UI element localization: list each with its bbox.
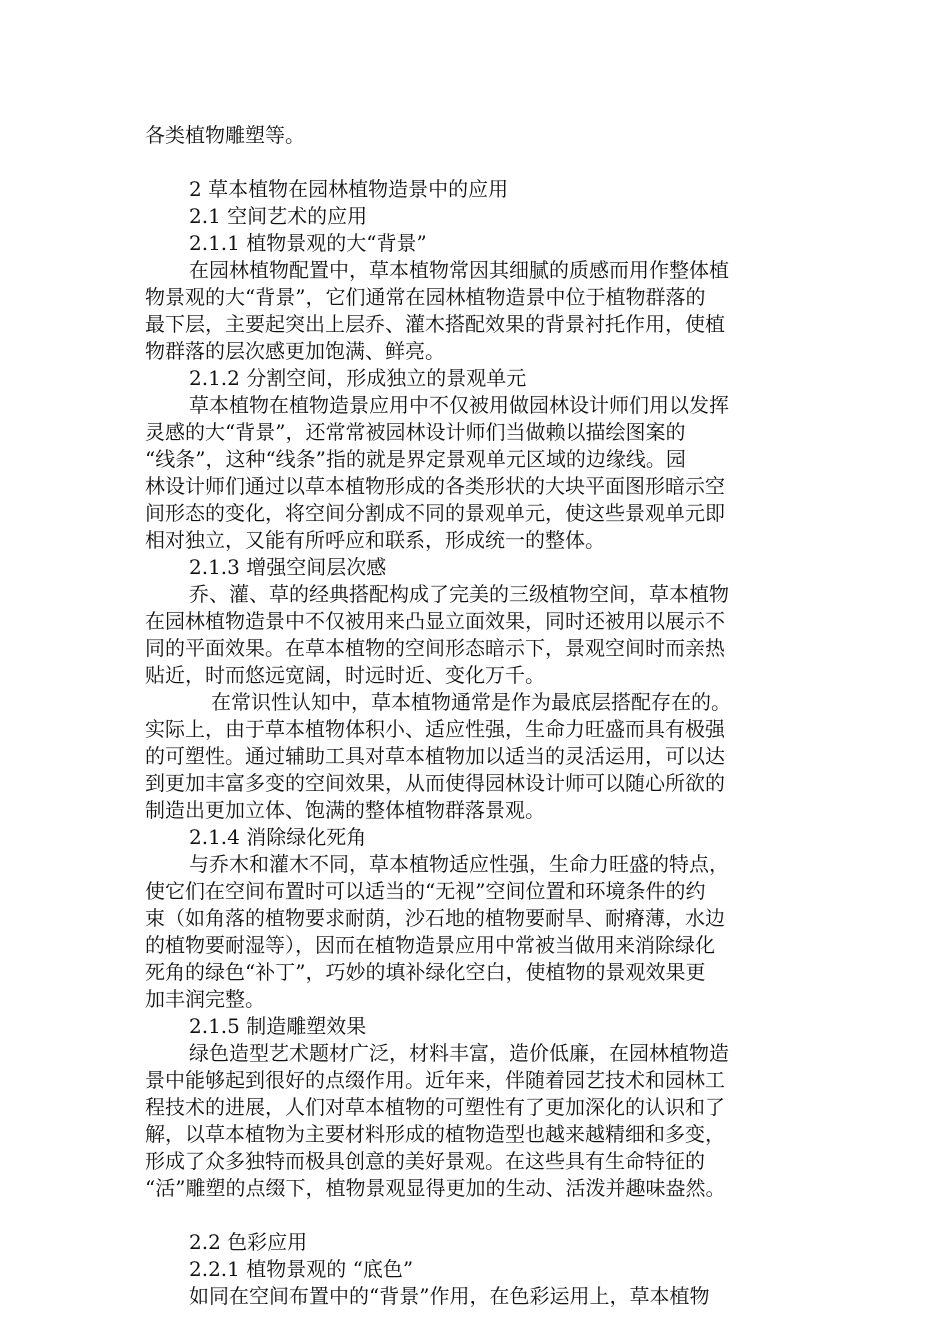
blank-line xyxy=(145,149,825,176)
subsubsection-heading: 2.1.5 制造雕塑效果 xyxy=(189,1014,367,1038)
paragraph-line: 死角的绿色“补丁”，巧妙的填补绿化空白，使植物的景观效果更 xyxy=(145,960,706,984)
paragraph-line: 贴近，时而悠远宽阔，时远时近、变化万千。 xyxy=(145,663,545,687)
paragraph-line: 物景观的大“背景”，它们通常在园林植物造景中位于植物群落的 xyxy=(145,285,706,309)
paragraph-line: 物群落的层次感更加饱满、鲜亮。 xyxy=(145,339,445,363)
paragraph-line: 使它们在空间布置时可以适当的“无视”空间位置和环境条件的约 xyxy=(145,879,706,903)
paragraph-line: 的植物要耐湿等），因而在植物造景应用中常被当做用来消除绿化 xyxy=(145,933,715,957)
paragraph-line: 灵感的大“背景”，还常常被园林设计师们当做赖以描绘图案的 xyxy=(145,420,686,444)
paragraph-line: 形成了众多独特而极具创意的美好景观。在这些具有生命特征的 xyxy=(145,1149,705,1173)
paragraph-line: 同的平面效果。在草本植物的空间形态暗示下，景观空间时而亲热 xyxy=(145,636,725,660)
paragraph-line: 相对独立，又能有所呼应和联系，形成统一的整体。 xyxy=(145,528,605,552)
section-heading: 2 草本植物在园林植物造景中的应用 xyxy=(189,177,509,201)
paragraph-line: 的可塑性。通过辅助工具对草本植物加以适当的灵活运用，可以达 xyxy=(145,744,725,768)
paragraph-line: “线条”，这种“线条”指的就是界定景观单元区域的边缘线。园 xyxy=(145,447,686,471)
paragraph-line: 景中能够起到很好的点缀作用。近年来，伴随着园艺技术和园林工 xyxy=(145,1068,725,1092)
paragraph-line: 束（如角落的植物要求耐荫，沙石地的植物要耐旱、耐瘠薄，水边 xyxy=(145,906,725,930)
subsubsection-heading: 2.2.1 植物景观的 “底色” xyxy=(189,1257,414,1281)
paragraph-line: 加丰润完整。 xyxy=(145,987,265,1011)
document-body xyxy=(145,122,825,1310)
paragraph-line: 程技术的进展，人们对草本植物的可塑性有了更加深化的认识和了 xyxy=(145,1095,725,1119)
subsubsection-heading: 2.1.1 植物景观的大“背景” xyxy=(189,231,427,255)
paragraph-line: 制造出更加立体、饱满的整体植物群落景观。 xyxy=(145,798,545,822)
paragraph-line: 在园林植物造景中不仅被用来凸显立面效果，同时还被用以展示不 xyxy=(145,609,725,633)
paragraph-line: 绿色造型艺术题材广泛，材料丰富，造价低廉，在园林植物造 xyxy=(189,1041,729,1065)
subsubsection-heading: 2.1.3 增强空间层次感 xyxy=(189,555,387,579)
paragraph-line: 实际上，由于草本植物体积小、适应性强，生命力旺盛而具有极强 xyxy=(145,717,725,741)
subsubsection-heading: 2.1.4 消除绿化死角 xyxy=(189,825,367,849)
paragraph-line: 草本植物在植物造景应用中不仅被用做园林设计师们用以发挥 xyxy=(189,393,729,417)
paragraph-line: 与乔木和灌木不同，草本植物适应性强，生命力旺盛的特点， xyxy=(189,852,729,876)
subsubsection-heading: 2.1.2 分割空间，形成独立的景观单元 xyxy=(189,366,527,390)
paragraph-line: 在园林植物配置中，草本植物常因其细腻的质感而用作整体植 xyxy=(189,258,729,282)
subsection-heading: 2.2 色彩应用 xyxy=(189,1230,308,1254)
subsection-heading: 2.1 空间艺术的应用 xyxy=(189,204,368,228)
paragraph-line: 乔、灌、草的经典搭配构成了完美的三级植物空间，草本植物 xyxy=(189,582,729,606)
paragraph-line: 如同在空间布置中的“背景”作用，在色彩运用上，草本植物 xyxy=(189,1284,710,1308)
paragraph-line: 到更加丰富多变的空间效果，从而使得园林设计师可以随心所欲的 xyxy=(145,771,725,795)
paragraph-line: 林设计师们通过以草本植物形成的各类形状的大块平面图形暗示空 xyxy=(145,474,725,498)
paragraph-line: 在常识性认知中，草本植物通常是作为最底层搭配存在的。 xyxy=(211,690,731,714)
paragraph-line: 解，以草本植物为主要材料形成的植物造型也越来越精细和多变， xyxy=(145,1122,725,1146)
paragraph-line: 最下层，主要起突出上层乔、灌木搭配效果的背景衬托作用，使植 xyxy=(145,312,725,336)
blank-line xyxy=(145,1202,825,1229)
paragraph-line: “活”雕塑的点缀下，植物景观显得更加的生动、活泼并趣味盎然。 xyxy=(145,1176,726,1200)
paragraph-line: 间形态的变化，将空间分割成不同的景观单元，使这些景观单元即 xyxy=(145,501,725,525)
text-line: 各类植物雕塑等。 xyxy=(145,123,305,147)
